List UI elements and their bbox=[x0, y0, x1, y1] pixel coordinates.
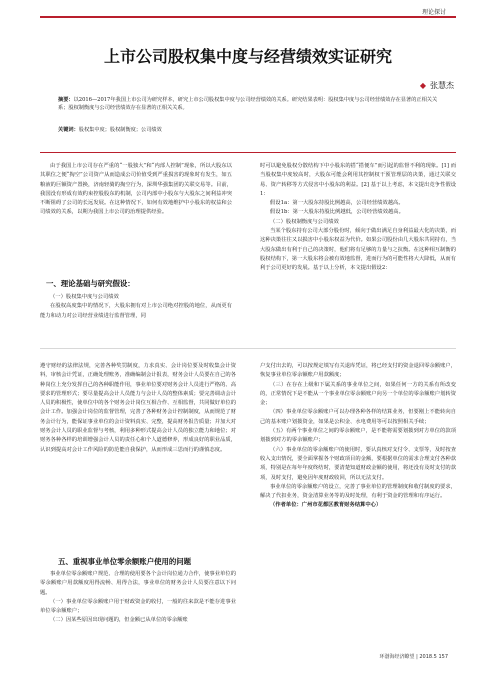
abstract-divider bbox=[40, 152, 456, 153]
footer-divider: | bbox=[416, 654, 420, 660]
author-affiliation: （作者单位：广州市花都区教育财务结算中心） bbox=[270, 502, 382, 509]
paragraph: （五）有两个事业单位之间的零余额账户，是不能将需要划拨到对方单位的款项划拨到对方的零余额账户； bbox=[260, 428, 456, 444]
section-heading: 一、理论基础与研究假设： bbox=[46, 279, 135, 288]
upper-left-column bbox=[40, 162, 232, 218]
paragraph: （二）因某些原因出现问题的，但金额已从单位的零余额账 bbox=[50, 617, 188, 624]
article-separator bbox=[40, 348, 456, 349]
paragraph: （六）事业单位的零余额账户的使用时，要认真核对支付令、支票等，及时按查收入支出情况，要全面掌握各个财政项目的金额，要根据单位的需求合理支付各种款项，特别是在每年年度终结时，要清楚知道财政金额的使用，将还没有及时支付的款项，及时支付，避免因年度财政收回，所以无法支付。 bbox=[260, 446, 456, 481]
diamond-icon: ◆ bbox=[419, 81, 426, 90]
paragraph: （四）事业单位零余额账户可以办理各种各样的结算业务，但要刚上不能转向自己的基本账户划拨资金，如果是公积金、水电费用等可以按照相关手续； bbox=[260, 409, 456, 425]
author-line bbox=[420, 80, 454, 91]
paragraph: 事业单位零余额账户规范、合理的使用要各个会计岗位通力合作，使事业单位的零余额账户用款额度用得流畅、用得合法，事业单位的财务会计人员要注意以下问题。 bbox=[40, 571, 236, 596]
subheading: （二）股权制衡度与公司绩效 bbox=[270, 218, 339, 225]
paragraph: 事业单位的零余额账户的设立，完善了事业单位的管理制度和收付制度的要求，解决了代扣业务，资金清算业务等的及时处理，有利于资金的管理和有序运行。 bbox=[260, 483, 456, 500]
abstract bbox=[58, 96, 440, 140]
paragraph: 时可以避免股权分散结构下中小股东的搭“搭便车”而引起的监督不利的现象。[1] 而当股权集中度较高时，大股东可能会利用其控制权干预管理层的决策，通过关联交易、资产转移等方式侵害中小股东的利益。[2] 基于以上考虑，本文提出竞争性假设1： bbox=[260, 163, 456, 197]
journal-name: 环渤海经济瞭望 bbox=[379, 654, 415, 660]
abstract-text: 以2016—2017年我国上市公司为研究样本，研究上市公司股权集中度与公司经营绩效的关系。研究结果表明：股权集中度与公司经营绩效存在显著的正相关关系；股权制衡度与公司经营绩效存在显著的正相关关系。 bbox=[58, 97, 438, 112]
issue-number: 2018.5 bbox=[419, 654, 437, 660]
hypothesis-1a: 假设1a：第一大股东持股比例越高，公司经营绩效越高。 bbox=[270, 200, 404, 207]
page-footer bbox=[379, 653, 448, 660]
paragraph: 在股权高度集中的情况下，大股东拥有对上市公司绝对控股的地位，从而更有能力和动力对公司经营业绩进行监督管理，同 bbox=[40, 303, 232, 319]
keywords bbox=[58, 126, 162, 133]
paragraph: 由于我国上市公司存在严重的“一股独大”和“内部人控制”现象，所以大股东以其职位之便“掏空”公司资产从而造成公司价值受到严重损害的现象时有发生，如五粮液的巨额资产置换，济南轻骑的掏空行为，深圳华强集团的关联交易等。目前，我国没有形成有效约束控股股东的机制，公司内部中小股东与大股东之间利益冲突不断阻碍了公司的长远发展。在这种情况下，如何有效地维护中小股东的权益和公司绩效的关系，以期为我国上市公司的治理提供经验。 bbox=[40, 163, 232, 216]
upper-right-column bbox=[260, 162, 456, 274]
hypothesis-1b: 假设1b：第一大股东持股比例越低，公司经营绩效越高。 bbox=[270, 209, 404, 216]
lower-left-column bbox=[40, 362, 236, 455]
paragraph: 户支付出去的，可以按规定填写有关退库凭证，将已经支付的资金退回零余额账户，恢复事业单位零余额账户用款额度； bbox=[260, 363, 456, 379]
page-number: 157 bbox=[438, 654, 448, 660]
section-heading: 五、重视事业单位零余额账户使用的问题 bbox=[58, 557, 192, 566]
author-name: 张慧杰 bbox=[430, 81, 454, 90]
paragraph: （三）在存在上级和下属关系的事业单位之间，如果任何一方的关系有所改变的，正常情况下是不能从一个事业单位零余额账户向另一个单位的零余额账户划转资金； bbox=[260, 381, 456, 407]
keywords-label: 关键词： bbox=[58, 127, 79, 133]
keywords-text: 股权集中度；股权制衡度；公司绩效 bbox=[78, 127, 162, 133]
abstract-label: 摘要： bbox=[58, 97, 74, 103]
subheading: （一）股权集中度与公司绩效 bbox=[50, 294, 119, 300]
lower-left-column-2 bbox=[40, 570, 236, 626]
paragraph: （一）事业单位零余额账户用于财政资金的收付，一般的往来款是不能存进事业单位零余额账户； bbox=[40, 598, 236, 615]
paragraph: 遵守财经的法律法规，完善各种奖罚制度，力求真实、会计岗位要及时收集会计资料，审核会计凭证，正确处理账务，准确编制会计报表，财务会计人员要在自己的各种岗位上充分发挥自己的各种职能作用，事业单位要对财务会计人员进行严格的、高要求的管理形式；要尽量提高会计人员能力与会计人员的整体素质；要完善调动会计人员的积极性，使单位中的各个财务会计岗位互相合作、互相监督，共同做好单位的会计工作。加强会计岗位的监督管理，完善了各种财务会计控制制度，从而规范了财务会计行为，能保证事业单位的会计资料真实、完整，提高财务报告质量；并加大对财务会计人员的职业监督与考核，利用多种形式提高会计人员的独立能力和地位；对财务各种各样的培训增强会计人员的责任心和个人道德修养，形成良好的职业品质，认识到提高对会计工作风险的防范能自我保护，从而形成三思而行的谨慎态度。 bbox=[40, 363, 236, 453]
article-title: 上市公司股权集中度与经营绩效实证研究 bbox=[103, 47, 392, 66]
lower-right-column bbox=[260, 362, 456, 511]
upper-left-column-2 bbox=[40, 293, 232, 321]
header-accent-bar bbox=[40, 16, 456, 18]
paragraph: 当某个股东持有公司大部分股份时，倾向于做出满足自身利益最大化的决策，而这种决策往往又以损害中小股东权益为代价。如果公司股份由几大股东共同持有，当大股东做出有利于自己的决策时，他们将有足够的力量与之抗衡。在这种相互制衡的股权结构下，第一大股东将会被有效地监督，进而行为的可能性将大大降低，从而有利于公司更好的发展。基于以上分析，本文提出假设2： bbox=[260, 228, 456, 272]
section-tag: 理论探讨 bbox=[421, 9, 446, 16]
